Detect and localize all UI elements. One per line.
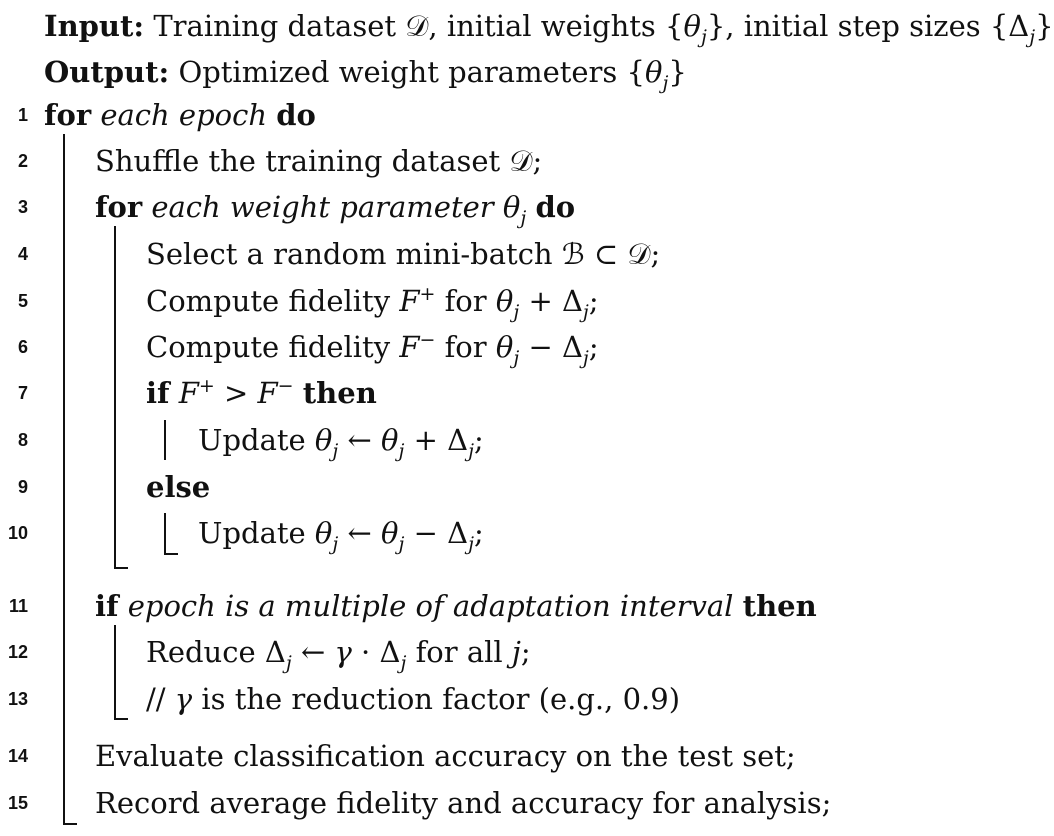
algorithm-line-6 — [0, 327, 1054, 367]
block-end-adaptation-if — [114, 718, 128, 720]
output-label: Output: — [44, 55, 170, 89]
math-theta-j: $\theta_j$ — [502, 190, 527, 229]
line-number: 7 — [17, 383, 28, 403]
statement-text: Compute fidelity — [146, 330, 391, 364]
math-update-plus: $\theta_j$ ← $\theta_j + \Delta_j$; — [314, 423, 484, 462]
line-number: 5 — [17, 291, 28, 311]
statement-text: Compute fidelity — [146, 284, 391, 318]
math-update-minus: $\theta_j$ ← $\theta_j - \Delta_j$; — [314, 516, 484, 555]
algorithm-line-9 — [0, 467, 1054, 507]
line-number: 4 — [17, 244, 28, 264]
line-number: 10 — [7, 523, 28, 543]
statement-text: Evaluate classification accuracy on the test set; — [95, 739, 796, 773]
statement-text-for: for — [444, 330, 487, 364]
block-bar-weight-loop — [114, 226, 116, 569]
block-bar-adaptation-if — [114, 625, 116, 720]
input-text: Training dataset 𝒟, initial weights $\{\theta_j\}$, initial step sizes $\{\Delta_j\}$ — [153, 9, 1054, 48]
input-label: Input: — [44, 9, 145, 43]
line-number: 11 — [8, 596, 28, 616]
algorithm-line-1 — [0, 95, 1054, 135]
statement-text: Update — [198, 423, 306, 457]
keyword-then: then — [302, 376, 377, 410]
comment-text: is the reduction factor (e.g., 0.9) — [201, 682, 681, 716]
keyword-if: if — [95, 589, 119, 623]
statement-text: Select a random mini-batch ℬ ⊂ 𝒟; — [146, 237, 661, 271]
line-number: 14 — [7, 746, 28, 766]
line-number: 9 — [17, 477, 28, 497]
algorithm-line-13 — [0, 679, 1054, 719]
if-condition: epoch is a multiple of adaptation interval — [127, 589, 734, 623]
math-j: j — [502, 635, 521, 669]
statement-text: Shuffle the training dataset 𝒟; — [95, 144, 543, 178]
algorithm-line-15 — [0, 783, 1054, 823]
keyword-then: then — [742, 589, 817, 623]
algorithm-line-3 — [0, 187, 1054, 227]
block-bar-else — [164, 513, 166, 555]
line-number: 6 — [17, 337, 28, 357]
math-theta-plus-delta: $\theta_j + \Delta_j$; — [495, 284, 599, 323]
algorithm-line-8 — [0, 420, 1054, 460]
algorithm-line-2 — [0, 141, 1054, 181]
math-reduce: $\Delta_j$ ← $\gamma \cdot \Delta_j$ — [264, 635, 407, 674]
output-text: Optimized weight parameters $\{\theta_j\}$ — [178, 55, 687, 94]
line-number: 8 — [17, 430, 28, 450]
line-number: 15 — [7, 793, 28, 813]
block-bar-if-then — [164, 420, 166, 460]
keyword-if: if — [146, 376, 170, 410]
keyword-else: else — [146, 470, 211, 504]
block-end-weight-loop — [114, 567, 128, 569]
algorithm-line-7 — [0, 373, 1054, 413]
keyword-do: do — [276, 98, 316, 132]
line-number: 13 — [7, 689, 28, 709]
math-condition: F+ > F− — [178, 375, 294, 410]
block-end-else — [164, 553, 178, 555]
algorithm-line-4 — [0, 234, 1054, 274]
loop-condition: each epoch — [100, 98, 268, 132]
statement-text: Reduce — [146, 635, 256, 669]
line-number: 2 — [17, 151, 28, 171]
keyword-do: do — [535, 190, 576, 224]
algorithm-line-5 — [0, 281, 1054, 321]
algorithm-line-10 — [0, 513, 1054, 553]
block-bar-epoch-loop — [63, 134, 65, 825]
statement-text: Record average fidelity and accuracy for analysis; — [95, 786, 832, 820]
line-number: 3 — [17, 197, 28, 217]
algorithm-line-12: 12 Reduce $\Delta_j$ ← $\gamma \cdot \Delta_j$ for all j; — [0, 632, 1054, 672]
algorithm-line-11 — [0, 586, 1054, 626]
comment-prefix: // γ — [146, 682, 193, 716]
statement-text-for: for — [444, 284, 487, 318]
statement-text: Update — [198, 516, 306, 550]
math-f-minus: F− — [399, 329, 436, 364]
keyword-for: for — [44, 98, 92, 132]
math-f-plus: F+ — [399, 283, 436, 318]
line-number: 12 — [7, 642, 28, 662]
math-theta-minus-delta: $\theta_j - \Delta_j$; — [495, 330, 599, 369]
algorithm-line-14 — [0, 736, 1054, 776]
line-number: 1 — [17, 105, 28, 125]
statement-text-for-all: for all — [415, 635, 503, 669]
keyword-for: for — [95, 190, 143, 224]
block-end-epoch-loop — [63, 823, 77, 825]
loop-condition: each weight parameter — [151, 190, 494, 224]
